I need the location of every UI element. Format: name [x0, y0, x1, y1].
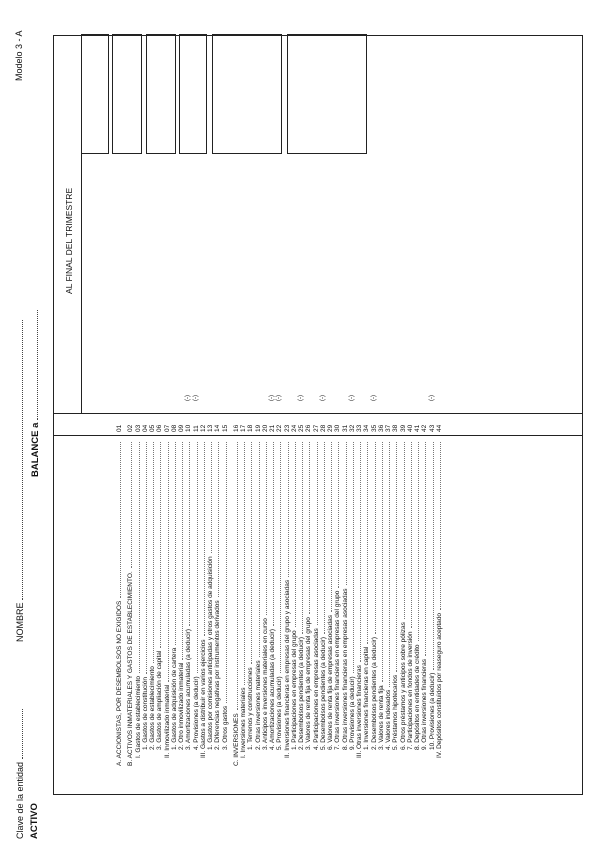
dot-leader [211, 442, 212, 553]
row-code: 37 [385, 424, 392, 432]
row-01-cell [81, 34, 109, 154]
clave-label: Clave de la entidad [15, 761, 25, 839]
dot-leader [425, 442, 426, 656]
row-label: 6. Otros préstamos y anticipos sobre pólizas [399, 622, 407, 750]
table-row [363, 34, 370, 794]
deduct-marker: (-) [298, 395, 304, 401]
row-label: I. Gastos de establecimiento [134, 675, 142, 758]
row-code: 16 [232, 424, 240, 432]
deduct-marker: (-) [269, 395, 275, 401]
row-code: 08 [170, 424, 178, 432]
row-code: 32 [348, 424, 356, 432]
dot-leader [153, 442, 154, 663]
dot-leader [197, 442, 198, 673]
dot-leader [259, 442, 260, 657]
row-label: I. Inversiones materiales [240, 687, 247, 758]
row-label: 9. Provisiones (a deducir) [348, 676, 356, 750]
dot-leader [404, 442, 405, 619]
row-label: 4. Participaciones en empresas asociadas [312, 628, 320, 750]
table-row [149, 34, 156, 794]
table-row [207, 34, 214, 794]
row-code: 40 [406, 424, 414, 432]
dot-leader [360, 442, 361, 662]
table-row [305, 34, 312, 794]
row-label: 4. Valores indexados [385, 689, 392, 750]
row-label: 1. Participaciones en empresas del grupo [290, 630, 298, 750]
row-code: 09 [178, 424, 185, 432]
dot-leader [266, 442, 267, 615]
dot-leader [139, 442, 140, 673]
row-label: 9. Otras inversiones financieras [421, 658, 429, 750]
table-row [392, 34, 399, 794]
row-label: 10. Provisiones (a deducir) [428, 672, 436, 750]
row-code: 03 [134, 424, 142, 432]
dot-leader [168, 442, 169, 682]
balance-label: BALANCE a [30, 422, 41, 477]
activo-label: ACTIVO [29, 803, 40, 839]
dot-leader [367, 442, 368, 644]
row-label: 7. Participaciones en fondos de inversión [406, 631, 414, 750]
row-label: II. Inversiones financieras en empresas del grupo y asociadas [283, 579, 291, 758]
row-code: 30 [334, 424, 342, 432]
modelo-label: Modelo 3 - A [14, 30, 24, 81]
dot-leader [218, 442, 219, 597]
dot-leader [418, 442, 419, 641]
row-code: 39 [399, 424, 407, 432]
row-label: 3. Gastos de ampliación de capital [156, 650, 164, 750]
table-row [334, 34, 341, 794]
row-code: 36 [377, 424, 385, 432]
dot-leader [433, 442, 434, 670]
balance-table [53, 35, 583, 795]
table-row [233, 34, 240, 794]
row-code: 19 [254, 424, 262, 432]
row-code: 18 [247, 424, 255, 432]
deduct-marker: (-) [319, 395, 326, 401]
nombre-blank [14, 320, 23, 600]
dot-leader [273, 442, 274, 626]
dot-leader [382, 442, 383, 682]
row-label: 8. Depósitos en entidades de crédito [414, 644, 421, 750]
table-row [349, 34, 356, 794]
dot-leader [120, 442, 121, 598]
row-code: 34 [363, 424, 371, 432]
table-row [421, 34, 428, 794]
row-code: 05 [149, 424, 156, 432]
dot-leader [353, 442, 354, 673]
table-row [414, 34, 421, 794]
row-code: 01 [116, 424, 123, 432]
dot-leader [146, 442, 147, 674]
table-row [255, 34, 262, 794]
table-row [356, 34, 363, 794]
row-label: 1. Terrenos y construcciones [247, 667, 255, 750]
row-label: 2. Otras inversiones materiales [254, 660, 262, 750]
row-label: 3. Amortizaciones acumuladas (a deducir) [185, 628, 193, 750]
row-code: 35 [370, 424, 378, 432]
dot-leader [288, 442, 289, 577]
table-row [313, 34, 320, 794]
row-label: 1. Gastos por comisiones anticipadas y otros gastos de adquisición [207, 556, 214, 750]
dot-leader [324, 442, 325, 634]
row-label: 1. Gastos de constitución [141, 677, 149, 750]
row-code: 17 [240, 424, 247, 432]
dot-leader [346, 442, 347, 585]
dot-leader [175, 442, 176, 645]
table-row [400, 34, 407, 794]
dot-leader [160, 442, 161, 648]
dot-leader [237, 442, 238, 710]
deduct-marker: (-) [192, 395, 199, 401]
row-code: 22 [276, 424, 284, 432]
row-code: 06 [156, 424, 164, 432]
row-code: 21 [269, 424, 276, 432]
clave-blank [14, 709, 23, 759]
table-row [284, 34, 291, 794]
table-row [171, 34, 178, 794]
row-code: 25 [298, 424, 305, 432]
row-label: 1. Gastos de adquisición de cartera [170, 647, 178, 750]
row-label: 5. Desembolsos pendientes (a deducir) [319, 636, 327, 750]
nombre-label: NOMBRE [15, 602, 25, 642]
row-code: 23 [283, 424, 291, 432]
table-row [240, 34, 247, 794]
table-row [127, 34, 134, 794]
row-code: 10 [185, 424, 193, 432]
table-row [116, 34, 123, 794]
row-code: 29 [327, 424, 334, 432]
row-code: 41 [414, 424, 421, 432]
row-label: IV. Depósitos constituidos por reaseguro aceptado [435, 612, 443, 758]
row-code: 26 [305, 424, 313, 432]
deduct-marker: (-) [348, 395, 355, 401]
row-label: 3. Anticipos e inversiones materiales en curso [261, 618, 269, 750]
table-row [320, 34, 327, 794]
table-row [298, 34, 305, 794]
row-code: 13 [207, 424, 214, 432]
row-code: 15 [221, 424, 229, 432]
dot-leader [389, 442, 390, 687]
row-code: 27 [312, 424, 320, 432]
row-code: 02 [127, 424, 135, 432]
row-label: A. ACCIONISTAS, POR DESEMBOLSOS NO EXIGIDOS [116, 600, 123, 766]
table-row [156, 34, 163, 794]
dot-leader [226, 442, 227, 703]
balance-blank [29, 310, 38, 420]
dot-leader [204, 442, 205, 636]
row-code: 20 [261, 424, 269, 432]
table-row [142, 34, 149, 794]
dot-leader [182, 442, 183, 660]
row-label: 3. Valores de renta fija [377, 685, 385, 750]
table-row [178, 34, 185, 794]
row-code: 42 [421, 424, 429, 432]
row-label: 3. Otros gastos [221, 705, 229, 750]
table-row [193, 34, 200, 794]
row-label: 4. Provisiones (a deducir) [192, 676, 200, 750]
dot-leader [189, 442, 190, 626]
dot-leader [396, 442, 397, 672]
row-code: 38 [392, 424, 400, 432]
table-row [378, 34, 385, 794]
column-title: AL FINAL DEL TRIMESTRE [64, 187, 74, 294]
table-row [222, 34, 229, 794]
dot-leader [131, 442, 132, 568]
table-row [436, 34, 443, 794]
table-row [247, 34, 254, 794]
dot-leader [251, 442, 252, 664]
row-code: 04 [141, 424, 149, 432]
row-label: 8. Otras inversiones financieras en empresas asociadas [341, 588, 349, 750]
row-label: 1. Inversiones financieras en capital [363, 646, 371, 750]
deduct-marker: (-) [185, 395, 192, 401]
deduct-marker: (-) [370, 395, 377, 401]
balance-field [29, 310, 41, 477]
table-row [200, 34, 207, 794]
row-label: 3. Valores de renta fija de empresas del grupo [305, 617, 313, 750]
dot-leader [317, 442, 318, 625]
table-row [185, 34, 192, 794]
row-label: B. ACTIVOS INMATERIALES Y GASTOS DE ESTABLECIMIENTO. [127, 571, 135, 766]
row-code: 12 [199, 424, 207, 432]
table-row [291, 34, 298, 794]
dot-leader [440, 442, 441, 610]
row-code: 44 [435, 424, 443, 432]
table-row [269, 34, 276, 794]
row-label: 7. Otras inversiones financieras en empresas del grupo [334, 590, 342, 750]
table-row [327, 34, 334, 794]
table-row [214, 34, 221, 794]
row-code: 28 [319, 424, 327, 432]
row-label: 5. Préstamos hipotecarios [392, 674, 400, 750]
dot-leader [411, 442, 412, 628]
dot-leader [309, 442, 310, 614]
row-code: 31 [341, 424, 349, 432]
table-row [262, 34, 269, 794]
row-label: 2. Diferencias negativas por instrumentos derivados [214, 600, 222, 750]
row-label: III. Gastos a distribuir en varios ejercicios [199, 639, 207, 758]
dot-leader [280, 442, 281, 673]
row-label: II. Inmovilizado inmaterial [163, 684, 171, 758]
row-code: 33 [356, 424, 363, 432]
row-code: 11 [192, 425, 200, 432]
table-row [385, 34, 392, 794]
table-row [429, 34, 436, 794]
nombre-field [14, 320, 25, 642]
row-code: 14 [214, 424, 222, 432]
row-label: 2. Desembolsos pendientes (a deducir) [298, 636, 305, 750]
row-code: 24 [290, 424, 298, 432]
dot-leader [302, 442, 303, 634]
row-label: III. Otras inversiones financieras [356, 665, 363, 758]
dot-leader [244, 442, 245, 685]
row-label: 2. Gastos de establecimiento [149, 666, 156, 750]
clave-entidad-field [14, 709, 25, 839]
row-label: C. INVERSIONES [232, 713, 240, 766]
table-row [371, 34, 378, 794]
row-code: 07 [163, 424, 171, 432]
row-label: 5. Provisiones (a deducir) [276, 676, 284, 750]
table-row [164, 34, 171, 794]
row-label: 2. Desembolsos pendientes (a deducir) [370, 636, 378, 750]
row-code: 43 [428, 424, 436, 432]
deduct-marker: (-) [276, 395, 283, 401]
dot-leader [331, 442, 332, 612]
dot-leader [295, 442, 296, 627]
row-label: 6. Valores de renta fija de empresas asociadas [327, 614, 334, 750]
table-row [276, 34, 283, 794]
dot-leader [338, 442, 339, 588]
deduct-marker: (-) [428, 395, 435, 401]
row-label: 2. Otro inmovilizado inmaterial [178, 662, 185, 750]
table-row [135, 34, 142, 794]
dot-leader [375, 442, 376, 634]
row-label: 4. Amortizaciones acumuladas (a deducir) [269, 628, 276, 750]
table-row [342, 34, 349, 794]
table-row [407, 34, 414, 794]
